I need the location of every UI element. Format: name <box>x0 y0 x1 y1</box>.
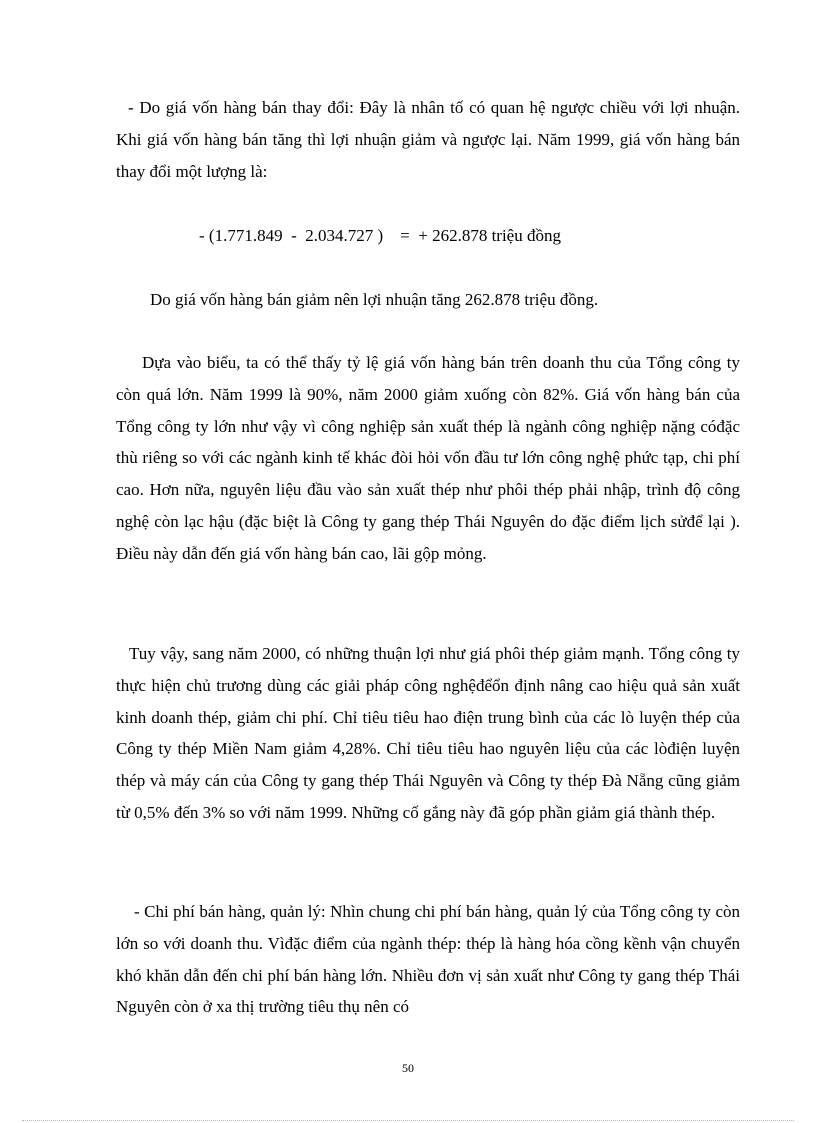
formula-cost-change: - (1.771.849 - 2.034.727 ) = + 262.878 triệu đồng <box>199 226 561 245</box>
page-number: 50 <box>402 1061 414 1075</box>
paragraph-cost-of-goods-intro: - Do giá vốn hàng bán thay đổi: Đây là nhân tố có quan hệ ngược chiều với lợi nhuận. Khi giá vốn hàng bán tăng thì lợi nhuận giảm và ngược lại. Năm 1999, giá vốn hàng bán thay đổi một lượng là: <box>116 98 740 181</box>
paragraph-cost-ratio-analysis: Dựa vào biểu, ta có thể thấy tỷ lệ giá vốn hàng bán trên doanh thu của Tổng công ty còn quá lớn. Năm 1999 là 90%, năm 2000 giảm xuống còn 82%. Giá vốn hàng bán của Tổng công ty lớn như vậy vì công nghiệp sản xuất thép là ngành công nghiệp nặng cóđặc thù riêng so với các ngành kinh tế khác đòi hỏi vốn đầu tư lớn công nghệ phức tạp, chi phí cao. Hơn nữa, nguyên liệu đầu vào sản xuất thép như phôi thép phải nhập, trình độ công nghệ còn lạc hậu (đặc biệt là Công ty gang thép Thái Nguyên do đặc điểm lịch sửđể lại ). Điều này dẫn đến giá vốn hàng bán cao, lãi gộp mỏng. <box>116 353 740 563</box>
paragraph-year-2000-improvements: Tuy vậy, sang năm 2000, có những thuận lợi như giá phôi thép giảm mạnh. Tổng công ty thực hiện chủ trương dùng các giải pháp công nghệđểổn định nâng cao hiệu quả sản xuất kinh doanh thép, giảm chi phí. Chỉ tiêu tiêu hao điện trung bình của các lò luyện thép của Công ty thép Miền Nam giảm 4,28%. Chỉ tiêu tiêu hao nguyên liệu của các lòđiện luyện thép và máy cán của Công ty gang thép Thái Nguyên và Công ty thép Đà Nẵng cũng giảm từ 0,5% đến 3% so với năm 1999. Những cố gắng này đã góp phần giảm giá thành thép. <box>116 644 740 822</box>
footer-divider <box>22 1120 794 1121</box>
paragraph-profit-increase: Do giá vốn hàng bán giảm nên lợi nhuận tăng 262.878 triệu đồng. <box>150 290 599 309</box>
paragraph-selling-admin-costs: - Chi phí bán hàng, quản lý: Nhìn chung chi phí bán hàng, quản lý của Tổng công ty còn lớn so với doanh thu. Vìđặc điểm của ngành thép: thép là hàng hóa cồng kềnh vận chuyển khó khăn dẫn đến chi phí bán hàng lớn. Nhiều đơn vị sản xuất như Công ty gang thép Thái Nguyên còn ở xa thị trường tiêu thụ nên có <box>116 902 740 1017</box>
